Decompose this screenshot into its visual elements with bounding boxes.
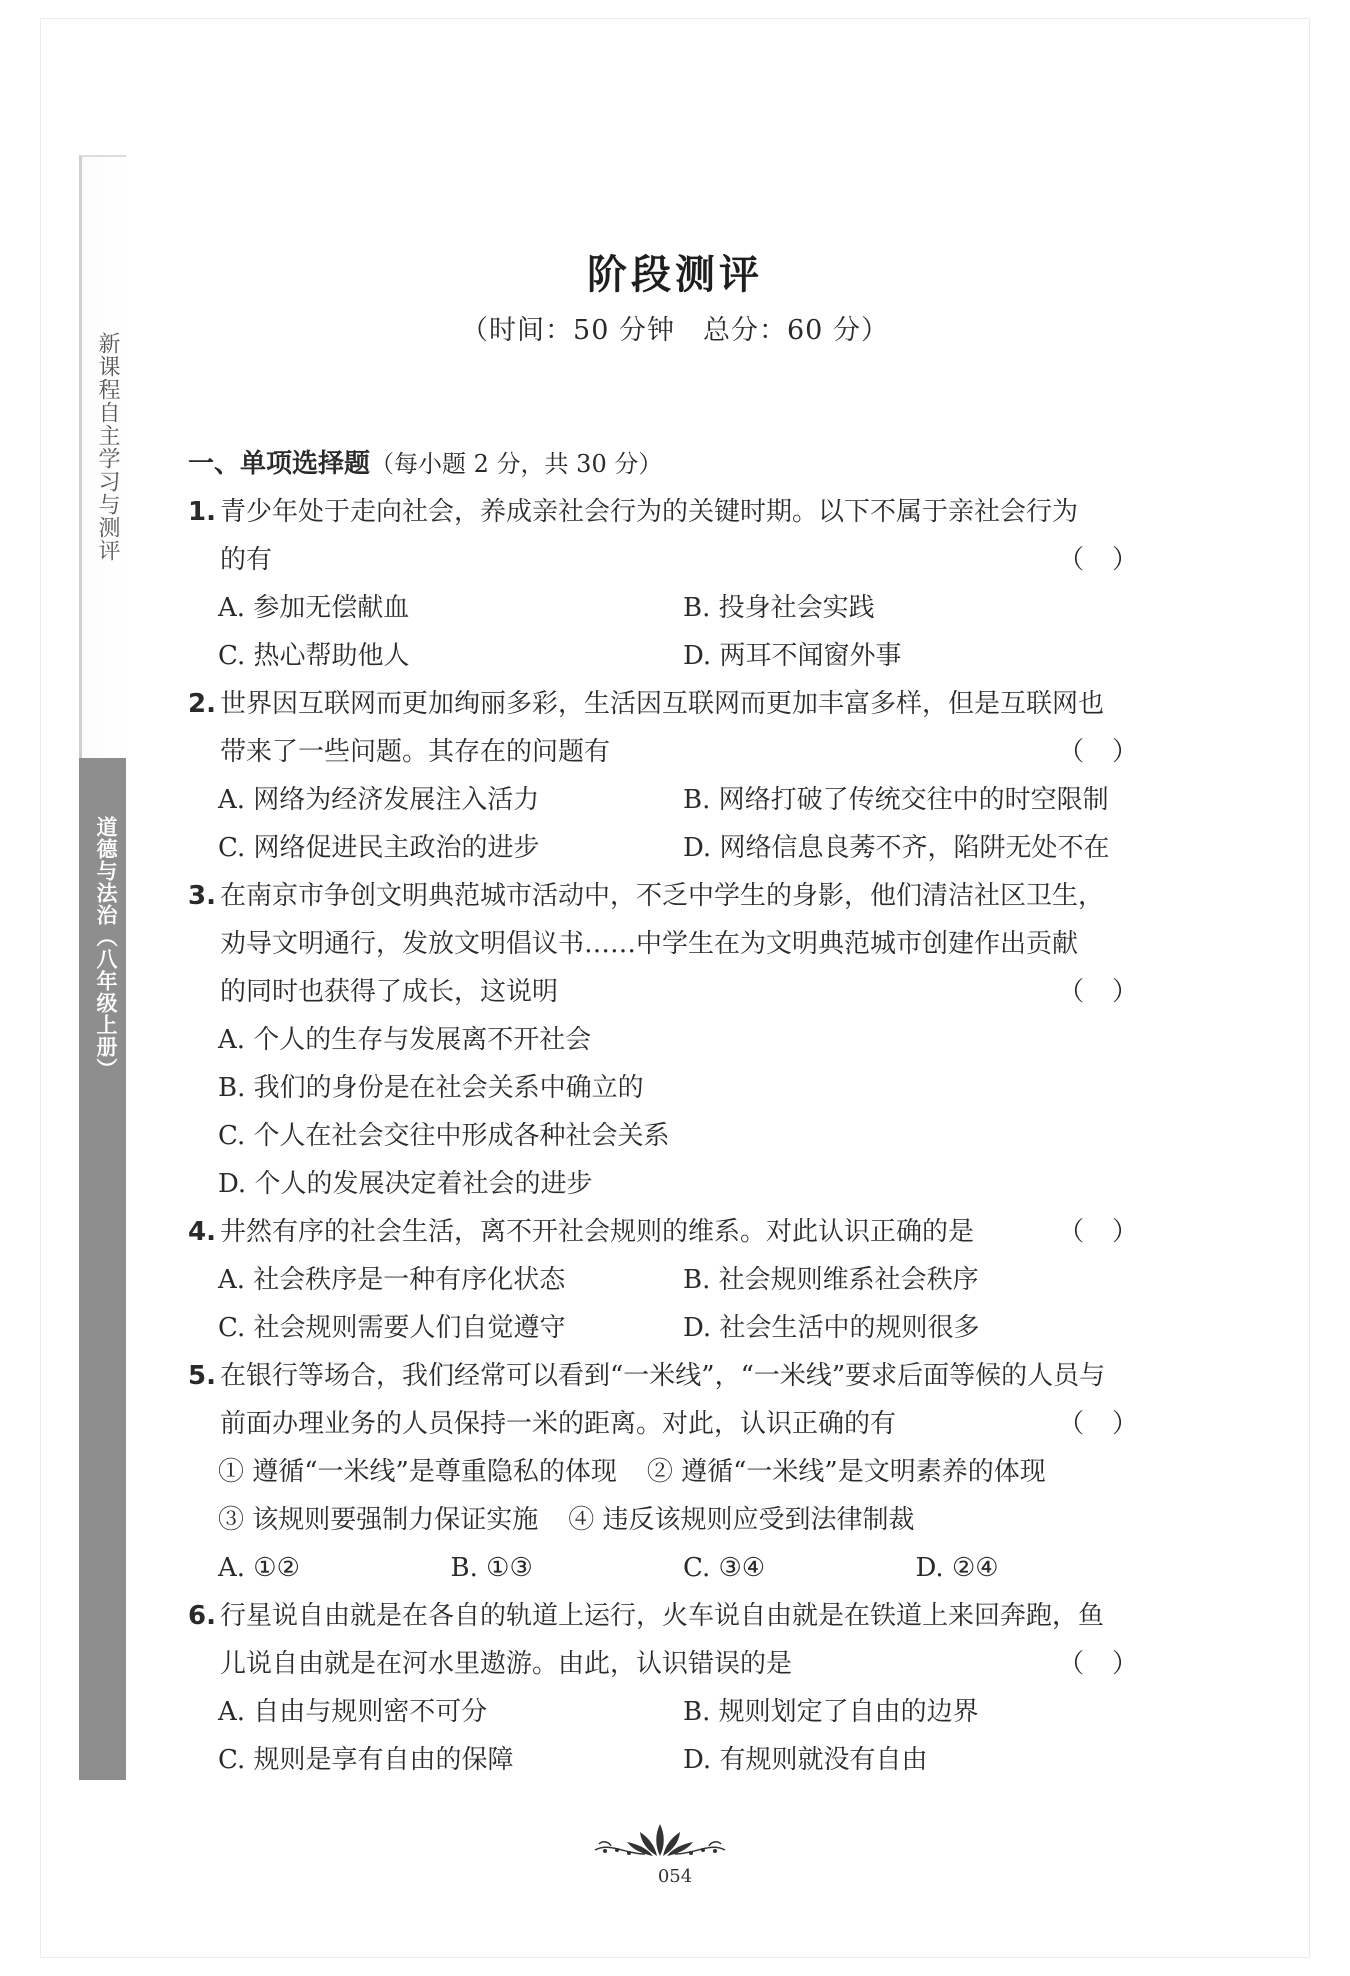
stem-text: 带来了一些问题。其存在的问题有 (220, 737, 611, 767)
question-number: 5. (188, 1361, 216, 1391)
stem-text: 儿说自由就是在河水里遨游。由此，认识错误的是 (220, 1649, 793, 1679)
option-c: C. 社会规则需要人们自觉遵守 (218, 1313, 566, 1343)
option-c: C. ③④ (683, 1553, 766, 1583)
paren-close: ） (1111, 545, 1138, 575)
question-number: 3. (188, 881, 216, 911)
option-b: B. 社会规则维系社会秩序 (683, 1265, 979, 1295)
answer-blank[interactable] (1058, 728, 1138, 776)
question-stem-line (188, 872, 1148, 920)
question-number: 1. (188, 497, 216, 527)
statement-4: ④ 违反该规则应受到法律制裁 (568, 1505, 915, 1535)
option-b: B. 投身社会实践 (683, 593, 875, 623)
stem-text: 在银行等场合，我们经常可以看到“一米线”，“一米线”要求后面等候的人员与 (220, 1361, 1106, 1391)
option-a: A. ①② (218, 1553, 300, 1583)
option-a: A. 个人的生存与发展离不开社会 (218, 1025, 592, 1055)
statement-3: ③ 该规则要强制力保证实施 (218, 1505, 539, 1535)
paren-open: （ (1058, 1217, 1085, 1247)
exam-time: （时间：50 分钟 (461, 315, 675, 346)
stem-text: 劝导文明通行，发放文明倡议书……中学生在为文明典范城市创建作出贡献 (220, 929, 1079, 959)
option-d: D. 两耳不闻窗外事 (683, 641, 902, 671)
option-b: B. ①③ (450, 1553, 533, 1583)
paren-open: （ (1058, 1409, 1085, 1439)
question-stem-line (188, 1400, 1148, 1448)
option-d: D. 网络信息良莠不齐，陷阱无处不在 (683, 833, 1110, 863)
paren-close: ） (1111, 977, 1138, 1007)
question-5 (188, 1352, 1148, 1592)
exam-score: 总分：60 分） (703, 315, 889, 346)
question-number: 2. (188, 689, 216, 719)
answer-blank[interactable] (1058, 968, 1138, 1016)
option-a: A. 参加无偿献血 (218, 593, 410, 623)
option-c: C. 个人在社会交往中形成各种社会关系 (218, 1121, 670, 1151)
stem-text: 前面办理业务的人员保持一米的距离。对此，认识正确的有 (220, 1409, 897, 1439)
stem-text: 行星说自由就是在各自的轨道上运行，火车说自由就是在铁道上来回奔跑，鱼 (220, 1601, 1105, 1631)
question-4 (188, 1208, 1148, 1352)
question-stem-line (188, 488, 1148, 536)
page-title: 阶段测评 (587, 252, 763, 298)
option-c: C. 网络促进民主政治的进步 (218, 833, 540, 863)
question-stem-line (188, 728, 1148, 776)
question-6 (188, 1592, 1148, 1784)
paren-close: ） (1111, 1409, 1138, 1439)
option-d: D. 有规则就没有自由 (683, 1745, 928, 1775)
option-d: D. 个人的发展决定着社会的进步 (218, 1169, 593, 1199)
page-number: 054 (657, 1866, 693, 1887)
subject-title: 道德与法治（八年级上册） (94, 816, 118, 1080)
leaf-ornament-icon (585, 1820, 735, 1860)
question-stem-line (188, 968, 1148, 1016)
paren-open: （ (1058, 545, 1085, 575)
paren-close: ） (1111, 1649, 1138, 1679)
paren-close: ） (1111, 737, 1138, 767)
option-b: B. 规则划定了自由的边界 (683, 1697, 979, 1727)
paren-close: ） (1111, 1217, 1138, 1247)
answer-blank[interactable] (1058, 1640, 1138, 1688)
answer-blank[interactable] (1058, 1400, 1138, 1448)
option-c: C. 热心帮助他人 (218, 641, 410, 671)
question-stem-line (188, 920, 1148, 968)
section-title: 一、单项选择题 (188, 449, 371, 479)
option-a: A. 网络为经济发展注入活力 (218, 785, 540, 815)
question-number: 6. (188, 1601, 216, 1631)
question-stem-line (188, 680, 1148, 728)
question-stem-line (188, 536, 1148, 584)
answer-blank[interactable] (1058, 536, 1138, 584)
section-note: （每小题 2 分，共 30 分） (370, 450, 663, 478)
question-1 (188, 488, 1148, 680)
option-d: D. ②④ (915, 1553, 999, 1583)
side-tab-subject (79, 758, 126, 1780)
question-stem-line (188, 1592, 1148, 1640)
stem-text: 的同时也获得了成长，这说明 (220, 977, 559, 1007)
section-heading (188, 440, 1148, 488)
question-stem-line (188, 1352, 1148, 1400)
exam-info (0, 308, 1350, 347)
series-title: 新课程自主学习与测评 (95, 332, 120, 562)
option-a: A. 自由与规则密不可分 (218, 1697, 488, 1727)
paren-open: （ (1058, 1649, 1085, 1679)
paren-open: （ (1058, 737, 1085, 767)
question-2 (188, 680, 1148, 872)
option-b: B. 网络打破了传统交往中的时空限制 (683, 785, 1109, 815)
question-stem-line (188, 1208, 1148, 1256)
statement-2: ② 遵循“一米线”是文明素养的体现 (646, 1457, 1046, 1487)
stem-text: 的有 (220, 545, 273, 575)
option-b: B. 我们的身份是在社会关系中确立的 (218, 1073, 644, 1103)
stem-text: 在南京市争创文明典范城市活动中，不乏中学生的身影，他们清洁社区卫生， (220, 881, 1105, 911)
option-d: D. 社会生活中的规则很多 (683, 1313, 980, 1343)
option-a: A. 社会秩序是一种有序化状态 (218, 1265, 566, 1295)
stem-text: 青少年处于走向社会，养成亲社会行为的关键时期。以下不属于亲社会行为 (220, 497, 1079, 527)
question-number: 4. (188, 1217, 216, 1247)
answer-blank[interactable] (1058, 1208, 1138, 1256)
option-c: C. 规则是享有自由的保障 (218, 1745, 514, 1775)
paren-open: （ (1058, 977, 1085, 1007)
question-list (188, 440, 1148, 1784)
statement-1: ① 遵循“一米线”是尊重隐私的体现 (218, 1457, 617, 1487)
question-3 (188, 872, 1148, 1208)
question-stem-line (188, 1640, 1148, 1688)
stem-text: 世界因互联网而更加绚丽多彩，生活因互联网而更加丰富多样，但是互联网也 (220, 689, 1105, 719)
stem-text: 井然有序的社会生活，离不开社会规则的维系。对此认识正确的是 (220, 1217, 975, 1247)
